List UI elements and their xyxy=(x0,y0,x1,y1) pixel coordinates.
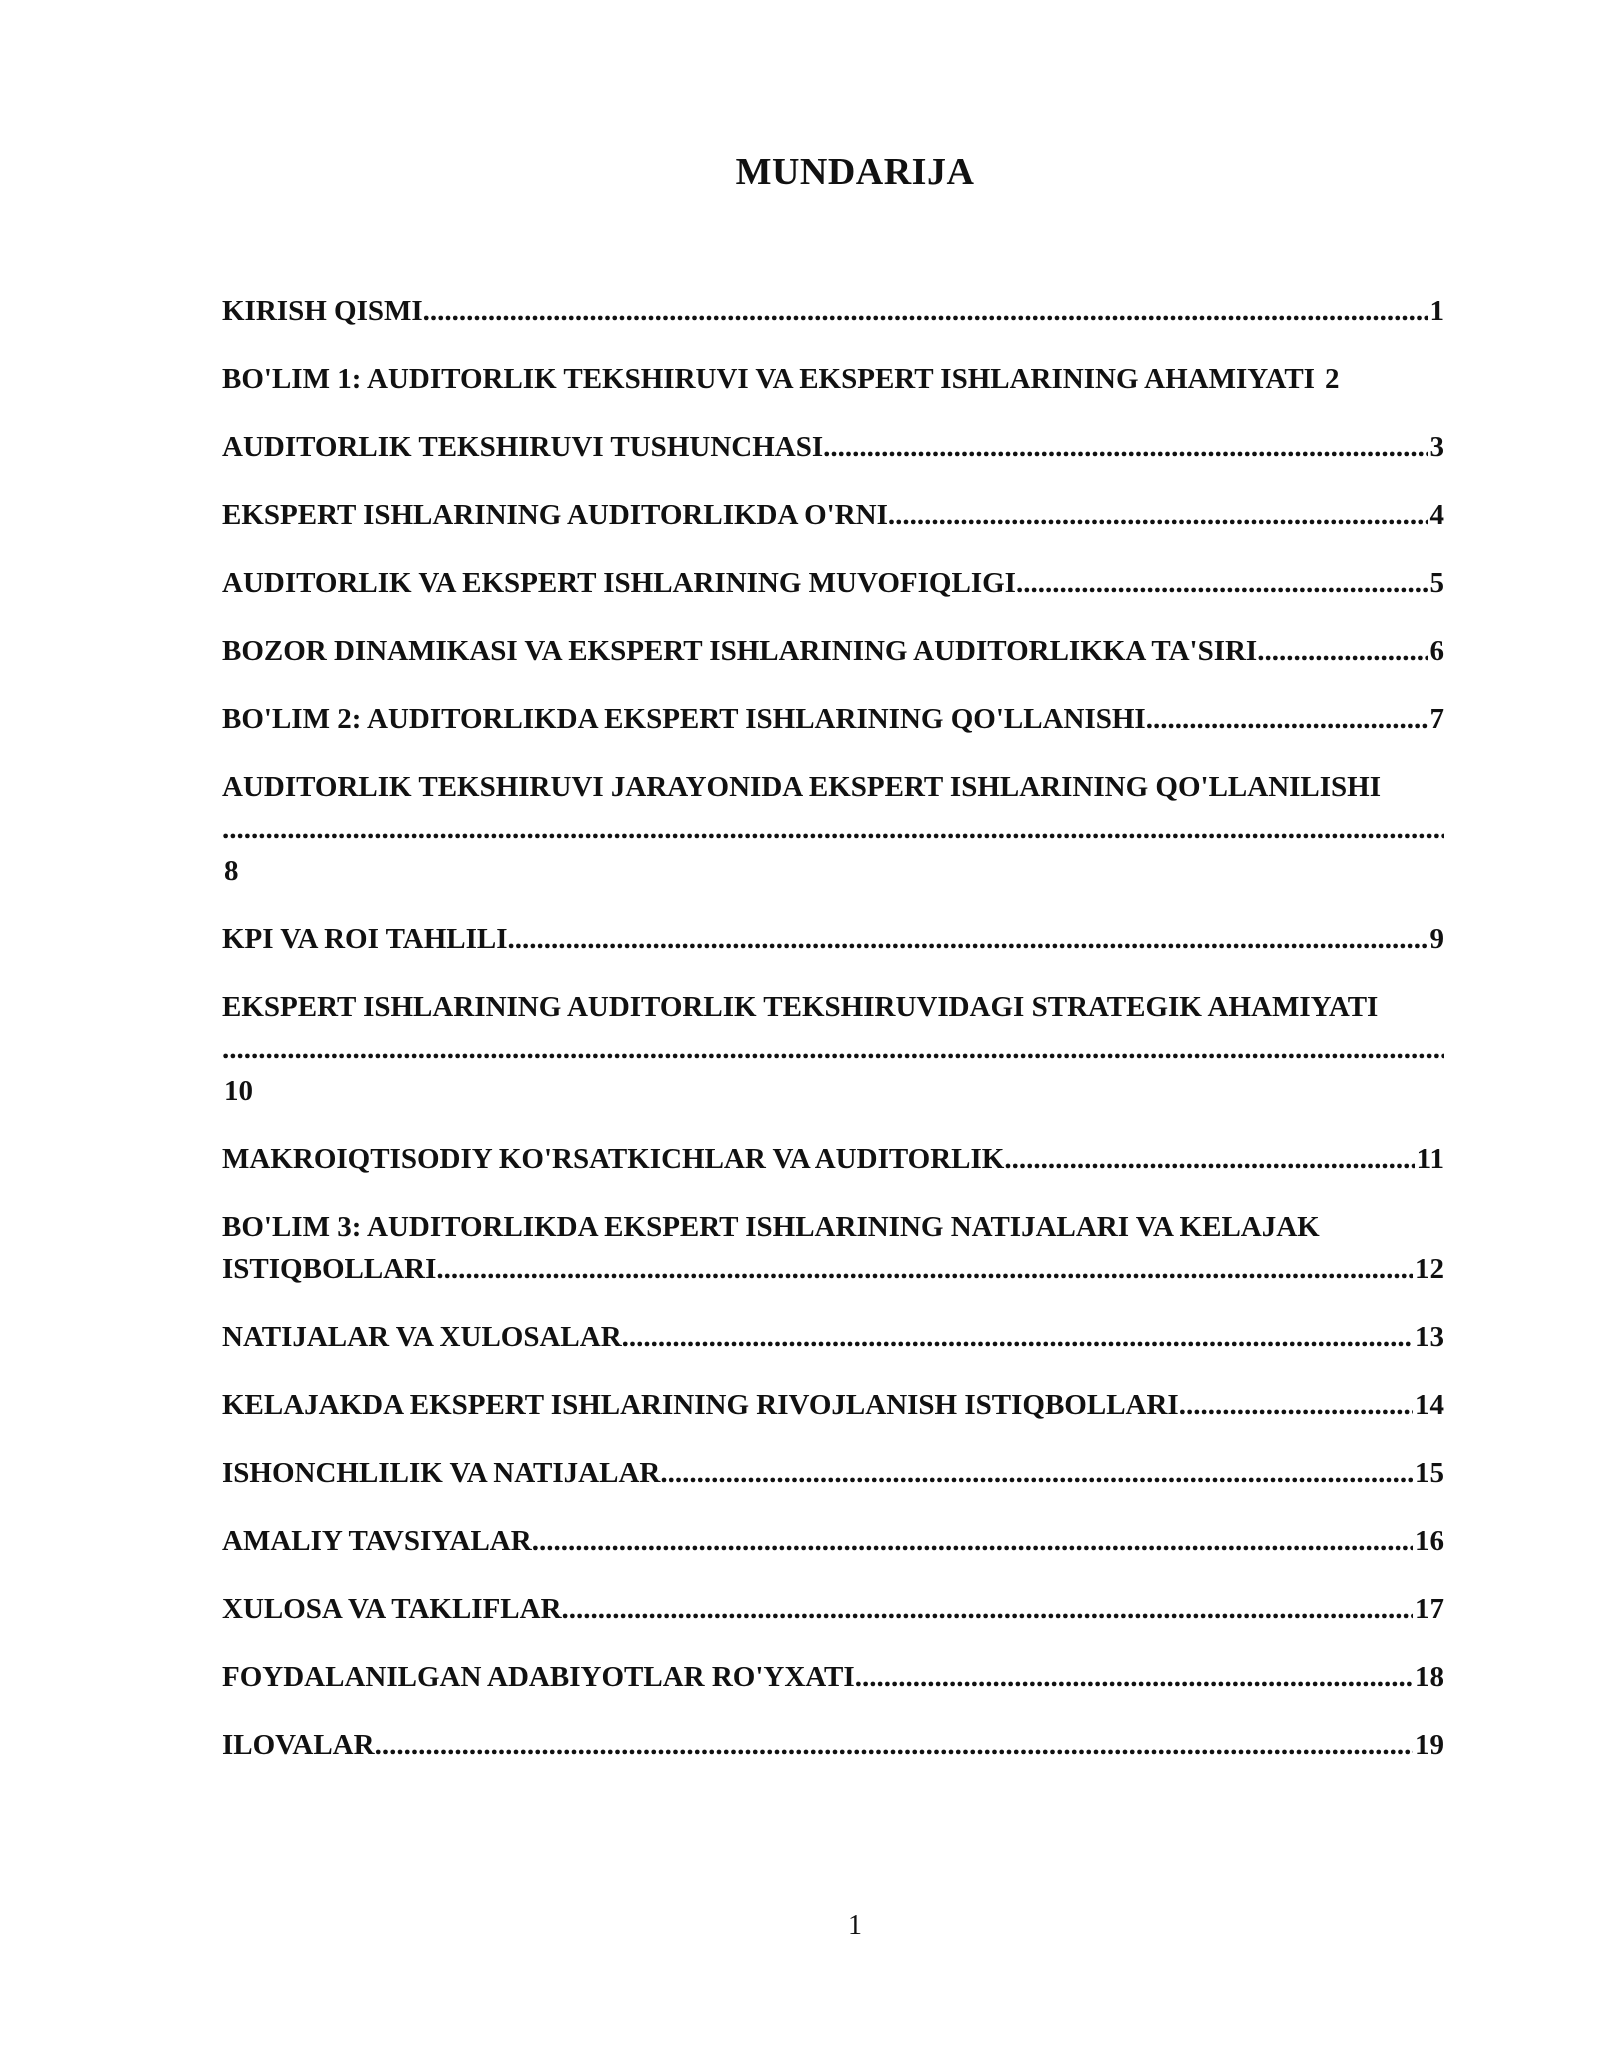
toc-entry[interactable] xyxy=(222,1138,1444,1180)
toc-leader-dots xyxy=(622,1316,1413,1358)
toc-entry[interactable] xyxy=(222,1724,1444,1766)
toc-page-number: 8 xyxy=(224,855,239,887)
toc-leader-dots xyxy=(532,1520,1413,1562)
toc-entry-label: KPI VA ROI TAHLILI xyxy=(222,923,508,955)
toc-page-number: 7 xyxy=(1429,703,1444,735)
toc-page-number: 14 xyxy=(1415,1389,1444,1421)
toc-entry[interactable] xyxy=(222,1384,1444,1426)
toc-page-number: 6 xyxy=(1429,635,1444,667)
toc-entry-label: EKSPERT ISHLARINING AUDITORLIK TEKSHIRUVIDAGI STRATEGIK AHAMIYATI xyxy=(222,991,1379,1023)
toc-entry-label: ILOVALAR xyxy=(222,1729,375,1761)
toc-leader-dots xyxy=(1179,1384,1413,1426)
toc-page-number: 2 xyxy=(1324,363,1340,395)
toc-leader-dots xyxy=(436,1248,1413,1290)
toc-page-number: 17 xyxy=(1415,1593,1444,1625)
toc-entry-label: BO'LIM 1: AUDITORLIK TEKSHIRUVI VA EKSPERT ISHLARINING AHAMIYATI xyxy=(222,363,1315,395)
toc-entry-label: ISHONCHLILIK VA NATIJALAR xyxy=(222,1457,661,1489)
toc-page-number: 9 xyxy=(1429,923,1444,955)
toc-entry[interactable] xyxy=(222,630,1444,672)
toc-entry-continuation xyxy=(222,1248,1444,1290)
toc-entry-label: AUDITORLIK VA EKSPERT ISHLARINING MUVOFIQLIGI xyxy=(222,567,1016,599)
toc-page-number: 3 xyxy=(1429,431,1444,463)
page-number-footer: 1 xyxy=(848,1910,862,1941)
toc-entry-label: BOZOR DINAMIKASI VA EKSPERT ISHLARINING AUDITORLIKKA TA'SIRI xyxy=(222,635,1258,667)
toc-entry-label: AMALIY TAVSIYALAR xyxy=(222,1525,532,1557)
toc-leader-dots xyxy=(823,426,1427,468)
toc-entry-label: XULOSA VA TAKLIFLAR xyxy=(222,1593,562,1625)
toc-leader-dots xyxy=(222,808,1444,850)
toc-leader-dots xyxy=(562,1588,1413,1630)
toc-leader-dots xyxy=(1257,630,1427,672)
toc-entry-label: KELAJAKDA EKSPERT ISHLARINING RIVOJLANISH ISTIQBOLLARI xyxy=(222,1389,1179,1421)
toc-entry[interactable] xyxy=(222,494,1444,536)
toc-entry-label: ISTIQBOLLARI xyxy=(222,1253,437,1285)
toc-entry[interactable] xyxy=(222,290,1444,332)
toc-entry-label: KIRISH QISMI xyxy=(222,295,423,327)
toc-entry[interactable] xyxy=(222,1452,1444,1494)
toc-leader-dots xyxy=(1004,1138,1414,1180)
toc-leader-dots xyxy=(222,1028,1444,1070)
toc-leader-dots xyxy=(508,918,1428,960)
toc-leader-dots xyxy=(660,1452,1413,1494)
toc-entry[interactable] xyxy=(222,1588,1444,1630)
toc-page-number: 4 xyxy=(1429,499,1444,531)
toc-leader-dots xyxy=(888,494,1428,536)
toc-entry[interactable] xyxy=(222,1316,1444,1358)
toc-entry-label: BO'LIM 3: AUDITORLIKDA EKSPERT ISHLARINING NATIJALARI VA KELAJAK xyxy=(222,1211,1320,1243)
toc-page-number: 18 xyxy=(1415,1661,1444,1693)
toc-page-number: 19 xyxy=(1415,1729,1444,1761)
toc-entry[interactable] xyxy=(222,1656,1444,1698)
toc-entry[interactable] xyxy=(222,918,1444,960)
toc-entry-label: FOYDALANILGAN ADABIYOTLAR RO'YXATI xyxy=(222,1661,855,1693)
toc-page-number: 15 xyxy=(1415,1457,1444,1489)
toc-entry-label: NATIJALAR VA XULOSALAR xyxy=(222,1321,622,1353)
toc-leader-dots xyxy=(375,1724,1413,1766)
toc-leader-dots xyxy=(1016,562,1428,604)
toc-entry-label: AUDITORLIK TEKSHIRUVI JARAYONIDA EKSPERT ISHLARINING QO'LLANILISHI xyxy=(222,771,1382,803)
toc-entry[interactable] xyxy=(222,1520,1444,1562)
toc-entry[interactable] xyxy=(222,358,1444,400)
toc-entry-label: AUDITORLIK TEKSHIRUVI TUSHUNCHASI xyxy=(222,431,824,463)
page-title: MUNDARIJA xyxy=(735,151,975,193)
toc-entry[interactable] xyxy=(222,1206,1444,1290)
toc-entry-label: MAKROIQTISODIY KO'RSATKICHLAR VA AUDITORLIK xyxy=(222,1143,1005,1175)
toc-entry[interactable] xyxy=(222,426,1444,468)
toc-entry[interactable] xyxy=(222,562,1444,604)
toc-page-number: 16 xyxy=(1415,1525,1444,1557)
toc-leader-dots xyxy=(423,290,1428,332)
toc-entry[interactable] xyxy=(222,766,1444,892)
toc-page-number: 1 xyxy=(1429,295,1444,327)
toc-entry-label: BO'LIM 2: AUDITORLIKDA EKSPERT ISHLARINING QO'LLANISHI xyxy=(222,703,1146,735)
toc-page-number: 10 xyxy=(224,1075,253,1107)
toc-leader-dots xyxy=(1146,698,1428,740)
toc-page-number: 12 xyxy=(1415,1253,1444,1285)
toc-entry[interactable] xyxy=(222,698,1444,740)
toc-entry-label: EKSPERT ISHLARINING AUDITORLIKDA O'RNI xyxy=(222,499,888,531)
toc-entry[interactable] xyxy=(222,986,1444,1112)
toc-page-number: 11 xyxy=(1416,1143,1444,1175)
table-of-contents xyxy=(222,290,1444,1792)
toc-leader-dots xyxy=(855,1656,1413,1698)
toc-page-number: 13 xyxy=(1415,1321,1444,1353)
toc-page-number: 5 xyxy=(1429,567,1444,599)
